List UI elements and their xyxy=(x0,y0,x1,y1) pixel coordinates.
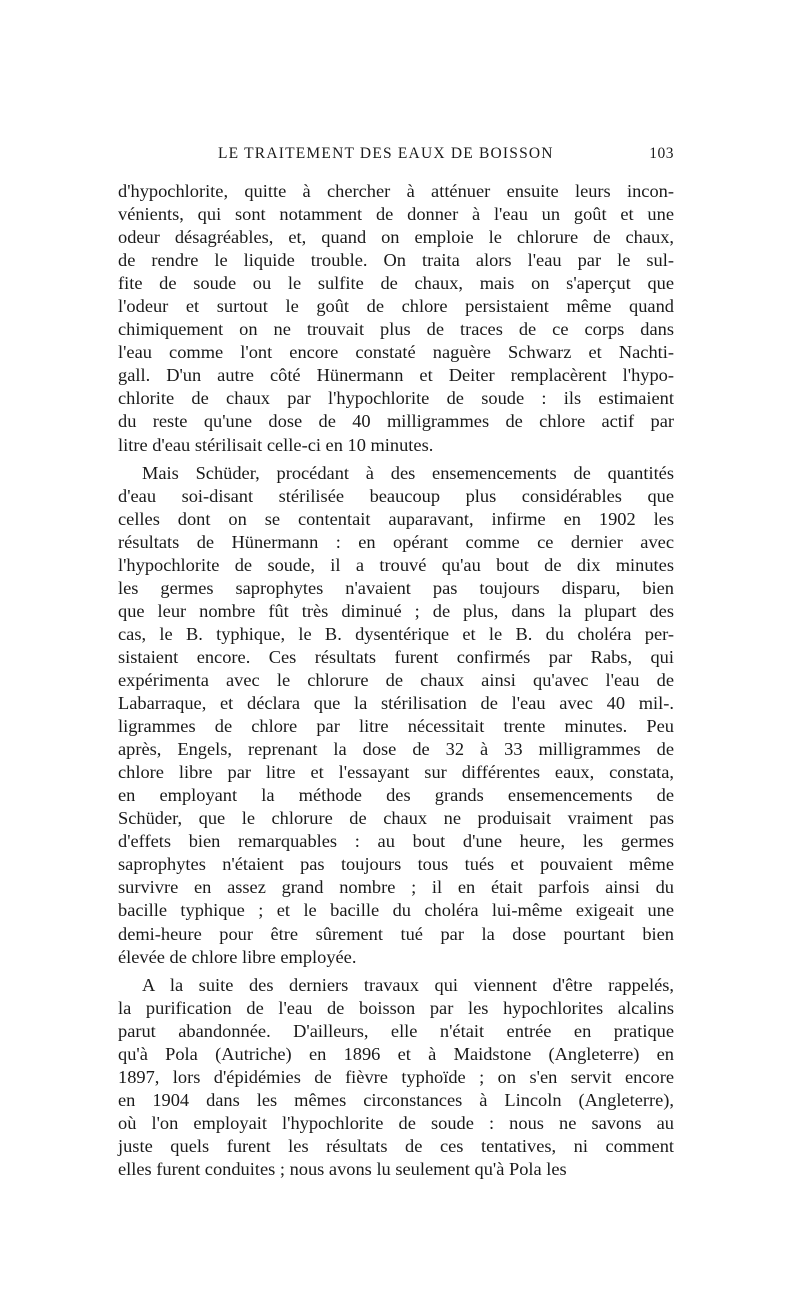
text-line: l'eau comme l'ont encore constaté naguère Schwarz et Nachti- xyxy=(118,342,674,363)
running-head: LE TRAITEMENT DES EAUX DE BOISSON xyxy=(218,145,554,162)
paragraph xyxy=(118,974,674,1181)
text-line: après, Engels, reprenant la dose de 32 à 33 milligrammes de xyxy=(118,739,674,760)
text-line: gall. D'un autre côté Hünermann et Deiter remplacèrent l'hypo- xyxy=(118,365,674,386)
text-line: fite de soude ou le sulfite de chaux, mais on s'aperçut que xyxy=(118,273,674,294)
text-line: Labarraque, et déclara que la stérilisation de l'eau avec 40 mil-. xyxy=(118,693,674,714)
text-line: vénients, qui sont notamment de donner à l'eau un goût et une xyxy=(118,204,674,225)
text-line: A la suite des derniers travaux qui viennent d'être rappelés, xyxy=(142,974,674,995)
text-line: elles furent conduites ; nous avons lu seulement qu'à Pola les xyxy=(118,1158,567,1179)
paragraph xyxy=(118,180,674,457)
text-line: d'hypochlorite, quitte à chercher à atténuer ensuite leurs incon- xyxy=(118,181,674,201)
page-header xyxy=(218,145,674,169)
text-line: la purification de l'eau de boisson par les hypochlorites alcalins xyxy=(118,997,674,1018)
text-line: 1897, lors d'épidémies de fièvre typhoïde ; on s'en servit encore xyxy=(118,1066,674,1087)
text-line: d'eau soi-disant stérilisée beaucoup plus considérables que xyxy=(118,485,674,506)
text-line: parut abandonnée. D'ailleurs, elle n'était entrée en pratique xyxy=(118,1020,674,1041)
text-line: Schüder, que le chlorure de chaux ne produisait vraiment pas xyxy=(118,808,674,829)
text-line: saprophytes n'étaient pas toujours tous tués et pouvaient même xyxy=(118,854,674,875)
text-line: du reste qu'une dose de 40 milligrammes de chlore actif par xyxy=(118,411,674,432)
text-line: les germes saprophytes n'avaient pas toujours disparu, bien xyxy=(118,577,674,598)
text-line: odeur désagréables, et, quand on emploie le chlorure de chaux, xyxy=(118,227,674,248)
text-line: résultats de Hünermann : en opérant comme ce dernier avec xyxy=(118,531,674,552)
body-text xyxy=(118,180,674,1181)
text-line: qu'à Pola (Autriche) en 1896 et à Maidstone (Angleterre) en xyxy=(118,1043,674,1064)
text-line: sistaient encore. Ces résultats furent confirmés par Rabs, qui xyxy=(118,646,674,667)
text-line: élevée de chlore libre employée. xyxy=(118,946,357,967)
text-line: l'hypochlorite de soude, il a trouvé qu'au bout de dix minutes xyxy=(118,554,674,575)
text-line: en 1904 dans les mêmes circonstances à Lincoln (Angleterre), xyxy=(118,1089,674,1110)
text-line: litre d'eau stérilisait celle-ci en 10 minutes. xyxy=(118,434,434,455)
text-line: celles dont on se contentait auparavant, infirme en 1902 les xyxy=(118,508,674,529)
text-line: Mais Schüder, procédant à des ensemencements de quantités xyxy=(142,462,674,483)
text-line: survivre en assez grand nombre ; il en était parfois ainsi du xyxy=(118,877,674,898)
text-line: que leur nombre fût très diminué ; de plus, dans la plupart des xyxy=(118,600,674,621)
text-line: en employant la méthode des grands ensemencements de xyxy=(118,785,674,806)
page-number: 103 xyxy=(649,145,674,162)
text-line: de rendre le liquide trouble. On traita alors l'eau par le sul- xyxy=(118,250,674,271)
text-line: où l'on employait l'hypochlorite de soude : nous ne savons au xyxy=(118,1112,674,1133)
text-line: juste quels furent les résultats de ces tentatives, ni comment xyxy=(118,1135,674,1156)
text-line: chlorite de chaux par l'hypochlorite de soude : ils estimaient xyxy=(118,388,674,409)
text-line: l'odeur et surtout le goût de chlore persistaient même quand xyxy=(118,296,674,317)
text-line: chimiquement on ne trouvait plus de traces de ce corps dans xyxy=(118,319,674,340)
paragraph xyxy=(118,462,674,969)
text-line: chlore libre par litre et l'essayant sur différentes eaux, constata, xyxy=(118,762,674,783)
text-line: expérimenta avec le chlorure de chaux ainsi qu'avec l'eau de xyxy=(118,669,674,690)
text-line: demi-heure pour être sûrement tué par la dose pourtant bien xyxy=(118,923,674,944)
text-line: ligrammes de chlore par litre nécessitait trente minutes. Peu xyxy=(118,716,674,737)
text-line: d'effets bien remarquables : au bout d'une heure, les germes xyxy=(118,831,674,852)
text-line: bacille typhique ; et le bacille du choléra lui-même exigeait une xyxy=(118,900,674,921)
text-line: cas, le B. typhique, le B. dysentérique et le B. du choléra per- xyxy=(118,623,674,644)
